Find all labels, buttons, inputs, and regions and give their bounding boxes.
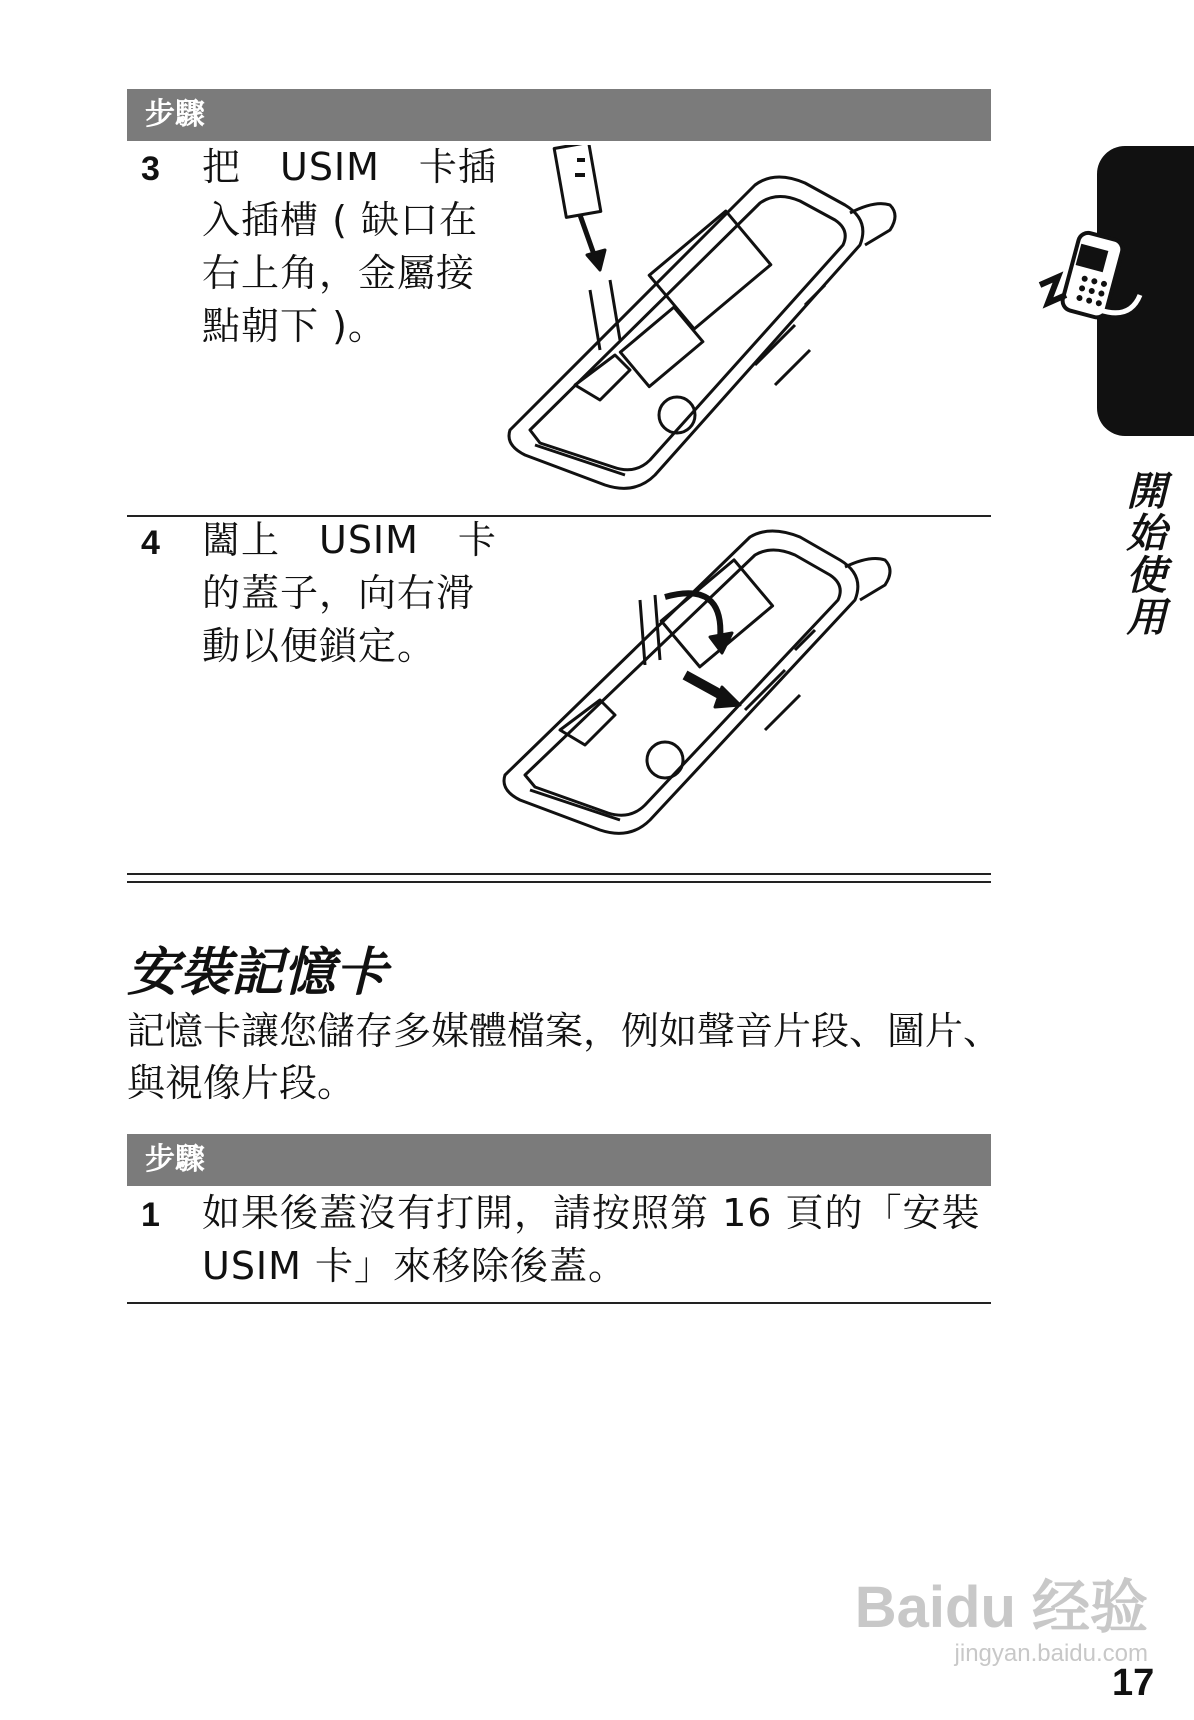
watermark-main: Baidu 经验 (854, 1575, 1148, 1640)
step-4-text (202, 514, 497, 673)
insert-usim-illustration (505, 145, 965, 515)
text-line: 右上角，金屬接 (202, 251, 476, 295)
text-line: 記憶卡讓您儲存多媒體檔案，例如聲音片段、圖片、 (127, 1009, 1002, 1053)
step-number: 1 (141, 1196, 160, 1234)
section-title: 安裝記憶卡 (127, 943, 388, 1003)
text-line: 點朝下 )。 (202, 304, 387, 348)
steps-header-label: 步驟 (145, 1142, 205, 1177)
steps-header (127, 1134, 991, 1186)
text-line: USIM 卡」來移除後蓋。 (202, 1244, 628, 1288)
table-end-rule (127, 881, 991, 883)
watermark-url: jingyan.baidu.com (954, 1640, 1148, 1667)
baidu-watermark (838, 1560, 1148, 1680)
step-number: 4 (141, 524, 160, 562)
step-number: 3 (141, 150, 160, 188)
step-1-text (202, 1187, 981, 1293)
chapter-label: 開始使用 (1120, 470, 1166, 638)
page-number: 17 (1112, 1662, 1155, 1704)
section-body (127, 1005, 1087, 1109)
table-end-rule (127, 873, 991, 875)
text-line: 把 USIM 卡插 (202, 145, 497, 189)
text-line: 如果後蓋沒有打開，請按照第 16 頁的「安裝 (202, 1191, 981, 1235)
close-usim-cover-illustration (500, 525, 960, 845)
text-line: 闔上 USIM 卡 (202, 518, 497, 562)
text-line: 與視像片段。 (127, 1061, 356, 1105)
step-3-text (202, 141, 497, 353)
phone-icon (1030, 225, 1150, 345)
text-line: 入插槽 ( 缺口在 (202, 198, 478, 242)
row-divider (127, 1302, 991, 1304)
steps-header (127, 89, 991, 141)
steps-header-label: 步驟 (145, 97, 205, 132)
text-line: 動以便鎖定。 (202, 624, 437, 668)
text-line: 的蓋子，向右滑 (202, 571, 476, 615)
